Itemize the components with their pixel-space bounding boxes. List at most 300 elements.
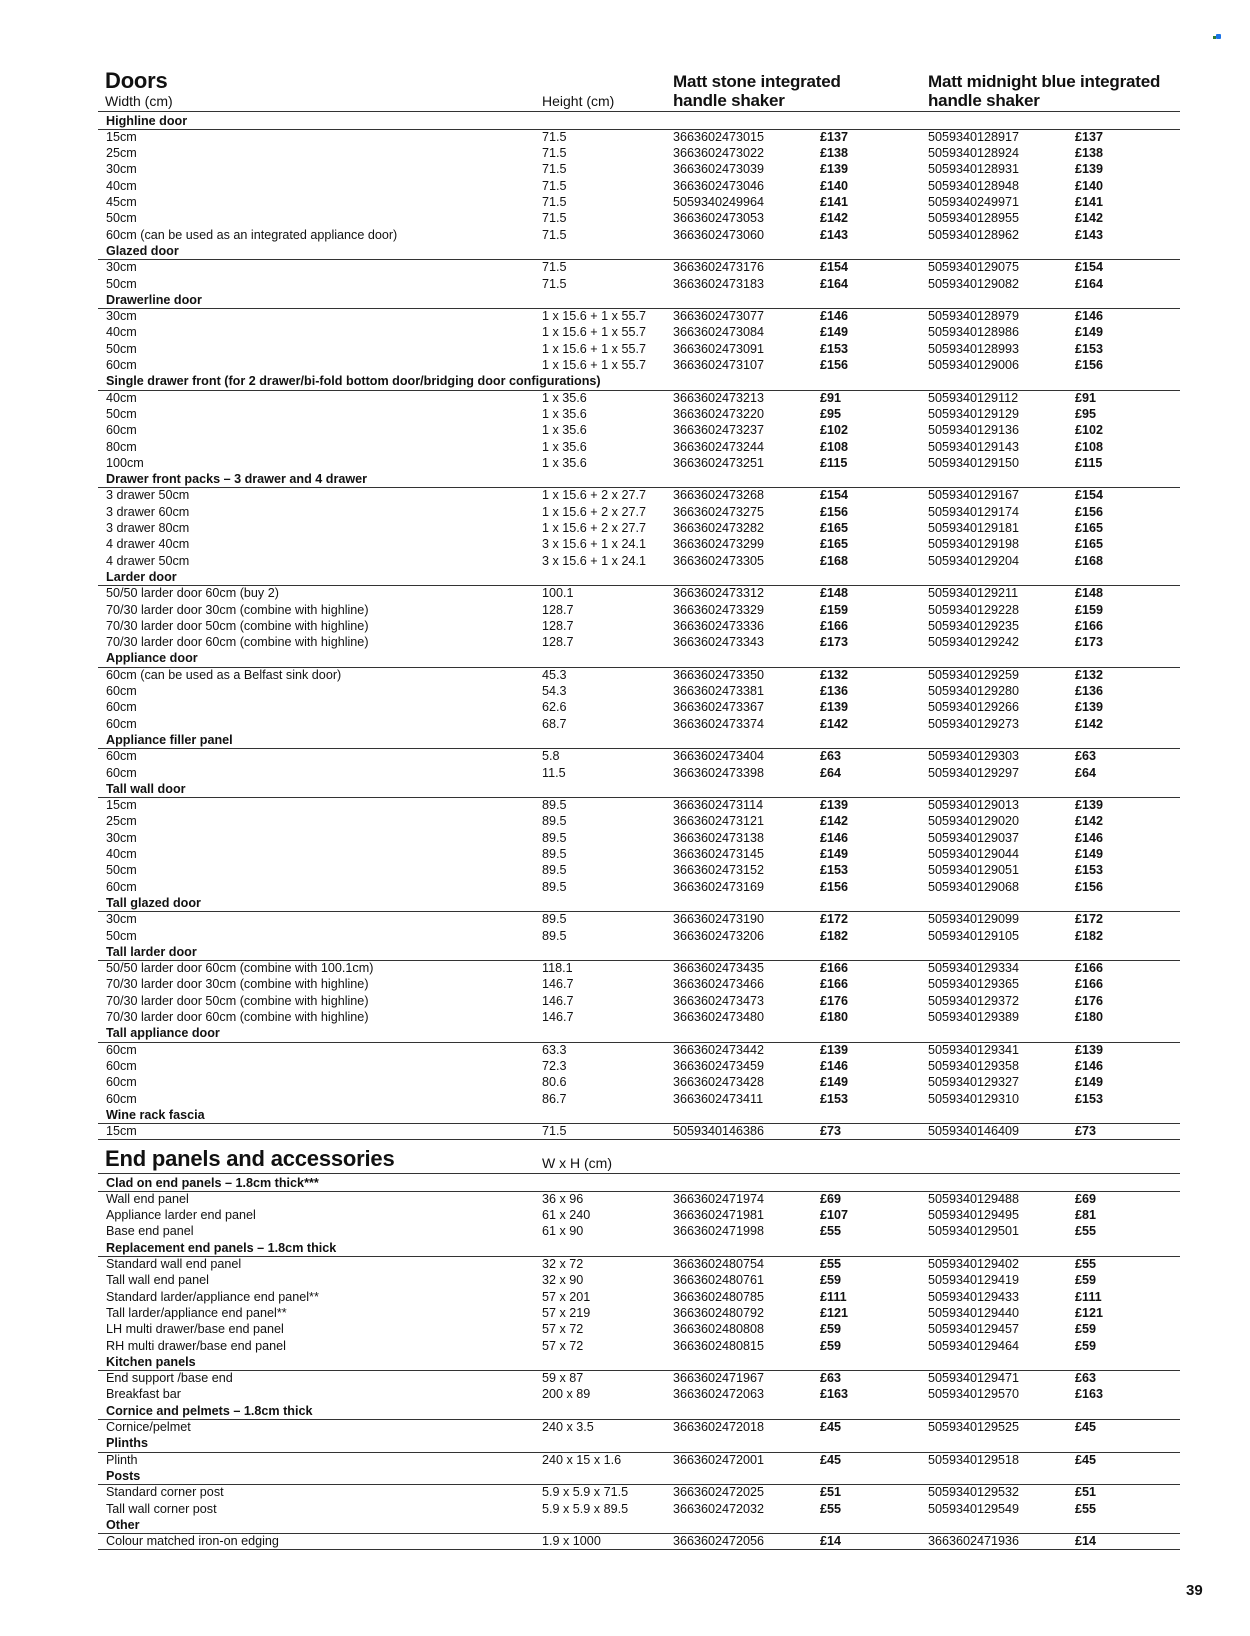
table-row — [98, 406, 1180, 422]
category-row — [98, 781, 1180, 798]
blue-product-code: 5059340128948 — [928, 178, 1020, 193]
stone-product-code: 3663602480785 — [673, 1289, 765, 1304]
item-size: 71.5 — [542, 146, 567, 161]
item-size: 146.7 — [542, 1010, 574, 1024]
blue-price: £142 — [1075, 211, 1104, 226]
blue-product-code: 5059340128955 — [928, 211, 1020, 226]
blue-product-code: 5059340129242 — [928, 635, 1020, 650]
item-size: 32 x 72 — [542, 1257, 584, 1271]
table-row — [98, 439, 1180, 455]
item-size: 128.7 — [542, 635, 574, 650]
item-size: 1.9 x 1000 — [542, 1534, 601, 1549]
blue-price: £153 — [1075, 863, 1104, 878]
item-description: 15cm — [106, 798, 137, 813]
item-size: 240 x 3.5 — [542, 1420, 594, 1434]
item-description: 30cm — [106, 260, 137, 275]
stone-price: £63 — [820, 749, 842, 764]
table-row — [98, 862, 1180, 878]
stone-price: £141 — [820, 195, 849, 209]
stone-product-code: 3663602473060 — [673, 227, 765, 242]
stone-price: £91 — [820, 390, 842, 405]
blue-product-code: 5059340129495 — [928, 1208, 1020, 1223]
category-row — [98, 944, 1180, 961]
blue-product-code: 5059340129068 — [928, 879, 1020, 894]
blue-price: £149 — [1075, 325, 1104, 340]
stone-price: £102 — [820, 423, 849, 438]
item-size: 1 x 15.6 + 1 x 55.7 — [542, 309, 646, 324]
blue-price: £139 — [1075, 162, 1104, 177]
stone-product-code: 3663602473091 — [673, 341, 765, 356]
blue-price: £165 — [1075, 521, 1104, 535]
stone-product-code: 3663602473152 — [673, 863, 765, 878]
item-description: 60cm — [106, 700, 137, 715]
stone-price: £55 — [820, 1224, 842, 1239]
blue-product-code: 5059340129136 — [928, 423, 1020, 438]
blue-price: £45 — [1075, 1420, 1097, 1434]
item-size: 62.6 — [542, 700, 567, 715]
item-size: 128.7 — [542, 618, 574, 633]
blue-product-code: 5059340129549 — [928, 1501, 1020, 1516]
blue-product-code: 5059340129341 — [928, 1042, 1020, 1057]
stone-price: £55 — [820, 1257, 842, 1271]
item-description: 60cm (can be used as an integrated appliance door) — [106, 227, 398, 242]
item-description: Plinth — [106, 1452, 138, 1467]
stone-price: £139 — [820, 1042, 849, 1057]
item-size: 5.9 x 5.9 x 71.5 — [542, 1485, 629, 1500]
stone-product-code: 3663602473282 — [673, 521, 765, 535]
blue-product-code: 5059340129372 — [928, 993, 1020, 1008]
blue-price: £55 — [1075, 1224, 1097, 1239]
category-row — [98, 1354, 1180, 1371]
category-label: Highline door — [106, 113, 188, 128]
stone-price: £149 — [820, 847, 849, 861]
stone-price: £166 — [820, 977, 849, 992]
item-size: 1 x 15.6 + 2 x 27.7 — [542, 504, 646, 519]
stone-price: £143 — [820, 227, 849, 242]
item-size: 89.5 — [542, 847, 567, 861]
blue-price: £59 — [1075, 1338, 1097, 1353]
category-label: Glazed door — [106, 243, 179, 258]
table-row — [98, 993, 1180, 1009]
table-row — [98, 1419, 1180, 1435]
stone-product-code: 3663602473169 — [673, 879, 765, 894]
stone-price: £148 — [820, 586, 849, 601]
item-description: 30cm — [106, 830, 137, 845]
blue-price: £63 — [1075, 1371, 1097, 1386]
blue-price: £111 — [1075, 1289, 1102, 1304]
item-size: 1 x 35.6 — [542, 423, 587, 438]
item-description: End support /base end — [106, 1371, 233, 1386]
item-description: 50/50 larder door 60cm (buy 2) — [106, 586, 279, 601]
item-size: 71.5 — [542, 260, 567, 275]
table-row — [98, 879, 1180, 895]
blue-product-code: 5059340129303 — [928, 749, 1020, 764]
item-description: 50cm — [106, 276, 137, 291]
category-label: Kitchen panels — [106, 1354, 196, 1369]
stone-product-code: 3663602473114 — [673, 798, 764, 813]
blue-price: £81 — [1075, 1208, 1097, 1223]
blue-price: £164 — [1075, 276, 1104, 291]
table-row — [98, 960, 1180, 976]
blue-product-code: 5059340129266 — [928, 700, 1020, 715]
stone-product-code: 3663602473176 — [673, 260, 765, 275]
blue-product-code: 5059340129358 — [928, 1058, 1020, 1073]
item-size: 71.5 — [542, 178, 567, 193]
stone-product-code: 3663602471981 — [673, 1208, 765, 1223]
stone-product-code: 3663602473329 — [673, 602, 765, 617]
stone-product-code: 3663602472025 — [673, 1485, 765, 1500]
table-bottom-rule — [98, 1549, 1180, 1550]
table-row — [98, 1321, 1180, 1337]
blue-product-code: 5059340129471 — [928, 1371, 1020, 1386]
column-heading-line: handle shaker — [928, 91, 1040, 110]
item-description: Breakfast bar — [106, 1387, 181, 1402]
stone-price: £45 — [820, 1420, 842, 1434]
table-row — [98, 227, 1180, 243]
stone-product-code: 3663602473367 — [673, 700, 765, 715]
stone-price: £132 — [820, 667, 849, 682]
stone-price: £180 — [820, 1010, 849, 1024]
item-size: 1 x 15.6 + 1 x 55.7 — [542, 325, 646, 340]
item-size: 89.5 — [542, 928, 567, 943]
category-row — [98, 1517, 1180, 1534]
blue-product-code: 5059340129150 — [928, 455, 1020, 470]
blue-product-code: 5059340128931 — [928, 162, 1020, 177]
blue-price: £180 — [1075, 1010, 1104, 1024]
item-description: 50/50 larder door 60cm (combine with 100.1cm) — [106, 961, 374, 976]
table-row — [98, 1338, 1180, 1354]
item-description: 70/30 larder door 30cm (combine with highline) — [106, 602, 369, 617]
stone-price: £55 — [820, 1501, 842, 1516]
table-row — [98, 1452, 1180, 1468]
stone-product-code: 3663602473138 — [673, 830, 765, 845]
stone-price: £163 — [820, 1387, 849, 1402]
category-label: Drawer front packs – 3 drawer and 4 drawer — [106, 472, 368, 487]
item-size: 61 x 90 — [542, 1224, 584, 1239]
item-description: 3 drawer 50cm — [106, 488, 190, 503]
blue-product-code: 5059340129112 — [928, 390, 1019, 405]
item-description: Tall wall corner post — [106, 1501, 217, 1516]
category-row — [98, 1403, 1180, 1420]
stone-product-code: 3663602473121 — [673, 814, 765, 829]
blue-price: £166 — [1075, 977, 1104, 992]
blue-price: £153 — [1075, 341, 1104, 356]
blue-product-code: 5059340129082 — [928, 276, 1020, 291]
blue-product-code: 5059340129044 — [928, 847, 1020, 861]
stone-product-code: 3663602473213 — [673, 390, 765, 405]
table-row — [98, 1386, 1180, 1402]
blue-price: £172 — [1075, 912, 1104, 927]
stone-price: £156 — [820, 879, 849, 894]
table-row — [98, 276, 1180, 292]
column-heading-matt-stone — [673, 72, 841, 110]
blue-product-code: 5059340129440 — [928, 1305, 1020, 1320]
stone-price: £63 — [820, 1371, 842, 1386]
item-size: 1 x 35.6 — [542, 455, 587, 470]
blue-product-code: 5059340128962 — [928, 227, 1020, 242]
item-description: 60cm — [106, 716, 137, 731]
item-size: 89.5 — [542, 830, 567, 845]
blue-product-code: 5059340128993 — [928, 341, 1020, 356]
stone-price: £108 — [820, 439, 849, 454]
stone-product-code: 3663602473022 — [673, 146, 765, 161]
stone-product-code: 3663602473473 — [673, 993, 765, 1008]
item-description: Standard larder/appliance end panel** — [106, 1289, 319, 1304]
stone-price: £182 — [820, 928, 849, 943]
item-size: 89.5 — [542, 912, 567, 927]
item-size: 89.5 — [542, 798, 567, 813]
stone-price: £172 — [820, 912, 849, 927]
item-size: 1 x 15.6 + 1 x 55.7 — [542, 341, 646, 356]
item-size: 1 x 35.6 — [542, 390, 587, 405]
table-row — [98, 928, 1180, 944]
stone-product-code: 3663602480761 — [673, 1273, 765, 1288]
category-row — [98, 650, 1180, 667]
blue-product-code: 5059340249971 — [928, 195, 1020, 209]
blue-product-code: 5059340129174 — [928, 504, 1020, 519]
blue-price: £146 — [1075, 830, 1104, 845]
item-description: 30cm — [106, 912, 137, 927]
blue-product-code: 5059340129327 — [928, 1075, 1020, 1090]
item-size: 57 x 72 — [542, 1322, 584, 1337]
stone-price: £156 — [820, 504, 849, 519]
table-row — [98, 1207, 1180, 1223]
stone-product-code: 3663602473053 — [673, 211, 765, 226]
stone-price: £140 — [820, 178, 849, 193]
stone-price: £137 — [820, 129, 849, 144]
column-heading-midnight-blue — [928, 72, 1160, 110]
stone-price: £115 — [820, 455, 848, 470]
item-size: 89.5 — [542, 879, 567, 894]
item-size: 71.5 — [542, 276, 567, 291]
stone-price: £165 — [820, 521, 849, 535]
stone-price: £149 — [820, 325, 849, 340]
item-description: 60cm — [106, 879, 137, 894]
table-row — [98, 1058, 1180, 1074]
stone-product-code: 3663602473145 — [673, 847, 765, 861]
stone-price: £64 — [820, 765, 842, 780]
height-label: Height (cm) — [542, 93, 615, 109]
blue-product-code: 5059340129204 — [928, 553, 1020, 568]
item-size: 80.6 — [542, 1075, 567, 1090]
item-description: 60cm — [106, 423, 137, 438]
blue-price: £138 — [1075, 146, 1104, 161]
table-row — [98, 797, 1180, 813]
stone-product-code: 3663602480792 — [673, 1305, 765, 1320]
blue-price: £168 — [1075, 553, 1104, 568]
stone-product-code: 3663602472032 — [673, 1501, 765, 1516]
blue-price: £95 — [1075, 406, 1097, 421]
category-row — [98, 1240, 1180, 1257]
stone-product-code: 3663602473411 — [673, 1091, 764, 1106]
item-description: 70/30 larder door 60cm (combine with highline) — [106, 635, 369, 650]
stone-product-code: 3663602473015 — [673, 129, 765, 144]
item-description: LH multi drawer/base end panel — [106, 1322, 284, 1337]
item-description: 50cm — [106, 863, 137, 878]
item-size: 59 x 87 — [542, 1371, 584, 1386]
item-description: 25cm — [106, 814, 137, 829]
category-label: Tall wall door — [106, 781, 186, 796]
item-description: Standard wall end panel — [106, 1257, 242, 1271]
stone-product-code: 3663602473077 — [673, 309, 765, 324]
item-size: 36 x 96 — [542, 1191, 584, 1206]
category-label: Plinths — [106, 1436, 148, 1451]
table-row — [98, 618, 1180, 634]
item-description: 50cm — [106, 928, 137, 943]
table-row — [98, 422, 1180, 438]
blue-price: £102 — [1075, 423, 1104, 438]
item-description: 40cm — [106, 847, 137, 861]
blue-product-code: 5059340129259 — [928, 667, 1020, 682]
table-row — [98, 390, 1180, 406]
blue-price: £142 — [1075, 716, 1104, 731]
blue-price: £154 — [1075, 260, 1104, 275]
category-label: Drawerline door — [106, 292, 202, 307]
stone-product-code: 3663602473305 — [673, 553, 765, 568]
table-row — [98, 259, 1180, 275]
blue-price: £163 — [1075, 1387, 1104, 1402]
stone-price: £146 — [820, 1058, 849, 1073]
stone-price: £146 — [820, 830, 849, 845]
blue-product-code: 5059340129167 — [928, 488, 1020, 503]
stone-price: £164 — [820, 276, 849, 291]
category-row — [98, 732, 1180, 749]
item-size: 89.5 — [542, 814, 567, 829]
blue-product-code: 5059340129525 — [928, 1420, 1020, 1434]
item-size: 63.3 — [542, 1042, 567, 1057]
category-label: Tall appliance door — [106, 1026, 220, 1041]
stone-product-code: 3663602473435 — [673, 961, 765, 976]
blue-price: £166 — [1075, 618, 1104, 633]
table-row — [98, 699, 1180, 715]
blue-price: £146 — [1075, 1058, 1104, 1073]
blue-price: £140 — [1075, 178, 1104, 193]
stone-price: £111 — [820, 1289, 847, 1304]
item-description: 45cm — [106, 195, 137, 209]
blue-price: £45 — [1075, 1452, 1097, 1467]
corner-logo-icon — [1216, 34, 1221, 39]
item-description: 60cm — [106, 684, 137, 698]
item-description: Tall wall end panel — [106, 1273, 209, 1288]
category-label: Appliance filler panel — [106, 732, 233, 747]
stone-price: £95 — [820, 406, 842, 421]
item-description: 4 drawer 40cm — [106, 537, 190, 552]
table-row — [98, 1009, 1180, 1025]
blue-price: £176 — [1075, 993, 1104, 1008]
blue-price: £132 — [1075, 667, 1104, 682]
blue-price: £108 — [1075, 439, 1104, 454]
column-heading-line: Matt midnight blue integrated — [928, 72, 1161, 91]
item-description: 30cm — [106, 309, 137, 324]
table-row — [98, 504, 1180, 520]
category-label: Other — [106, 1517, 140, 1532]
item-description: Wall end panel — [106, 1191, 189, 1206]
stone-product-code: 3663602473183 — [673, 276, 765, 291]
table-row — [98, 553, 1180, 569]
blue-product-code: 5059340129419 — [928, 1273, 1020, 1288]
blue-price: £166 — [1075, 961, 1104, 976]
blue-price: £156 — [1075, 879, 1104, 894]
category-row — [98, 243, 1180, 260]
stone-product-code: 3663602473046 — [673, 178, 765, 193]
item-description: 3 drawer 60cm — [106, 504, 190, 519]
table-row — [98, 1370, 1180, 1386]
table-row — [98, 602, 1180, 618]
item-description: 15cm — [106, 1124, 137, 1139]
table-row — [98, 585, 1180, 601]
table-row — [98, 1074, 1180, 1090]
item-description: Tall larder/appliance end panel** — [106, 1305, 287, 1320]
item-size: 71.5 — [542, 227, 567, 242]
blue-price: £153 — [1075, 1091, 1104, 1106]
stone-price: £139 — [820, 162, 849, 177]
item-description: 50cm — [106, 211, 137, 226]
item-description: Cornice/pelmet — [106, 1420, 191, 1434]
blue-product-code: 5059340129105 — [928, 928, 1020, 943]
category-row — [98, 292, 1180, 309]
blue-product-code: 3663602471936 — [928, 1534, 1020, 1549]
table-row — [98, 1533, 1180, 1549]
item-description: 100cm — [106, 455, 144, 470]
stone-price: £153 — [820, 341, 849, 356]
blue-product-code: 5059340129389 — [928, 1010, 1020, 1024]
category-row — [98, 113, 1180, 130]
item-description: 60cm (can be used as a Belfast sink door) — [106, 667, 342, 682]
stone-product-code: 3663602473404 — [673, 749, 765, 764]
item-description: 40cm — [106, 178, 137, 193]
item-description: 70/30 larder door 50cm (combine with highline) — [106, 618, 369, 633]
blue-product-code: 5059340129235 — [928, 618, 1020, 633]
doors-title: Doors — [105, 68, 168, 93]
column-heading-line: handle shaker — [673, 91, 785, 110]
blue-price: £73 — [1075, 1124, 1097, 1139]
blue-product-code: 5059340129143 — [928, 439, 1020, 454]
table-row — [98, 487, 1180, 503]
table-row — [98, 1123, 1180, 1139]
blue-product-code: 5059340129433 — [928, 1289, 1020, 1304]
stone-product-code: 3663602473039 — [673, 162, 765, 177]
table-row — [98, 1272, 1180, 1288]
stone-product-code: 3663602471974 — [673, 1191, 765, 1206]
item-size: 89.5 — [542, 863, 567, 878]
item-size: 45.3 — [542, 667, 567, 682]
blue-product-code: 5059340129532 — [928, 1485, 1020, 1500]
stone-price: £168 — [820, 553, 849, 568]
category-row — [98, 373, 1180, 390]
table-row — [98, 210, 1180, 226]
end-panels-title: End panels and accessories — [105, 1146, 395, 1171]
stone-price: £139 — [820, 798, 849, 813]
blue-product-code: 5059340128924 — [928, 146, 1020, 161]
table-row — [98, 341, 1180, 357]
stone-product-code: 3663602473244 — [673, 439, 765, 454]
stone-product-code: 3663602473107 — [673, 358, 765, 372]
blue-price: £137 — [1075, 129, 1104, 144]
column-heading-line: Matt stone integrated — [673, 72, 841, 91]
blue-product-code: 5059340128986 — [928, 325, 1020, 340]
item-size: 5.8 — [542, 749, 560, 764]
blue-price: £165 — [1075, 537, 1104, 552]
stone-price: £59 — [820, 1273, 842, 1288]
blue-product-code: 5059340129020 — [928, 814, 1020, 829]
category-row — [98, 1025, 1180, 1042]
category-row — [98, 895, 1180, 912]
blue-product-code: 5059340129280 — [928, 684, 1020, 698]
item-description: 70/30 larder door 30cm (combine with highline) — [106, 977, 369, 992]
item-description: 60cm — [106, 1058, 137, 1073]
table-row — [98, 520, 1180, 536]
stone-product-code: 3663602473190 — [673, 912, 765, 927]
